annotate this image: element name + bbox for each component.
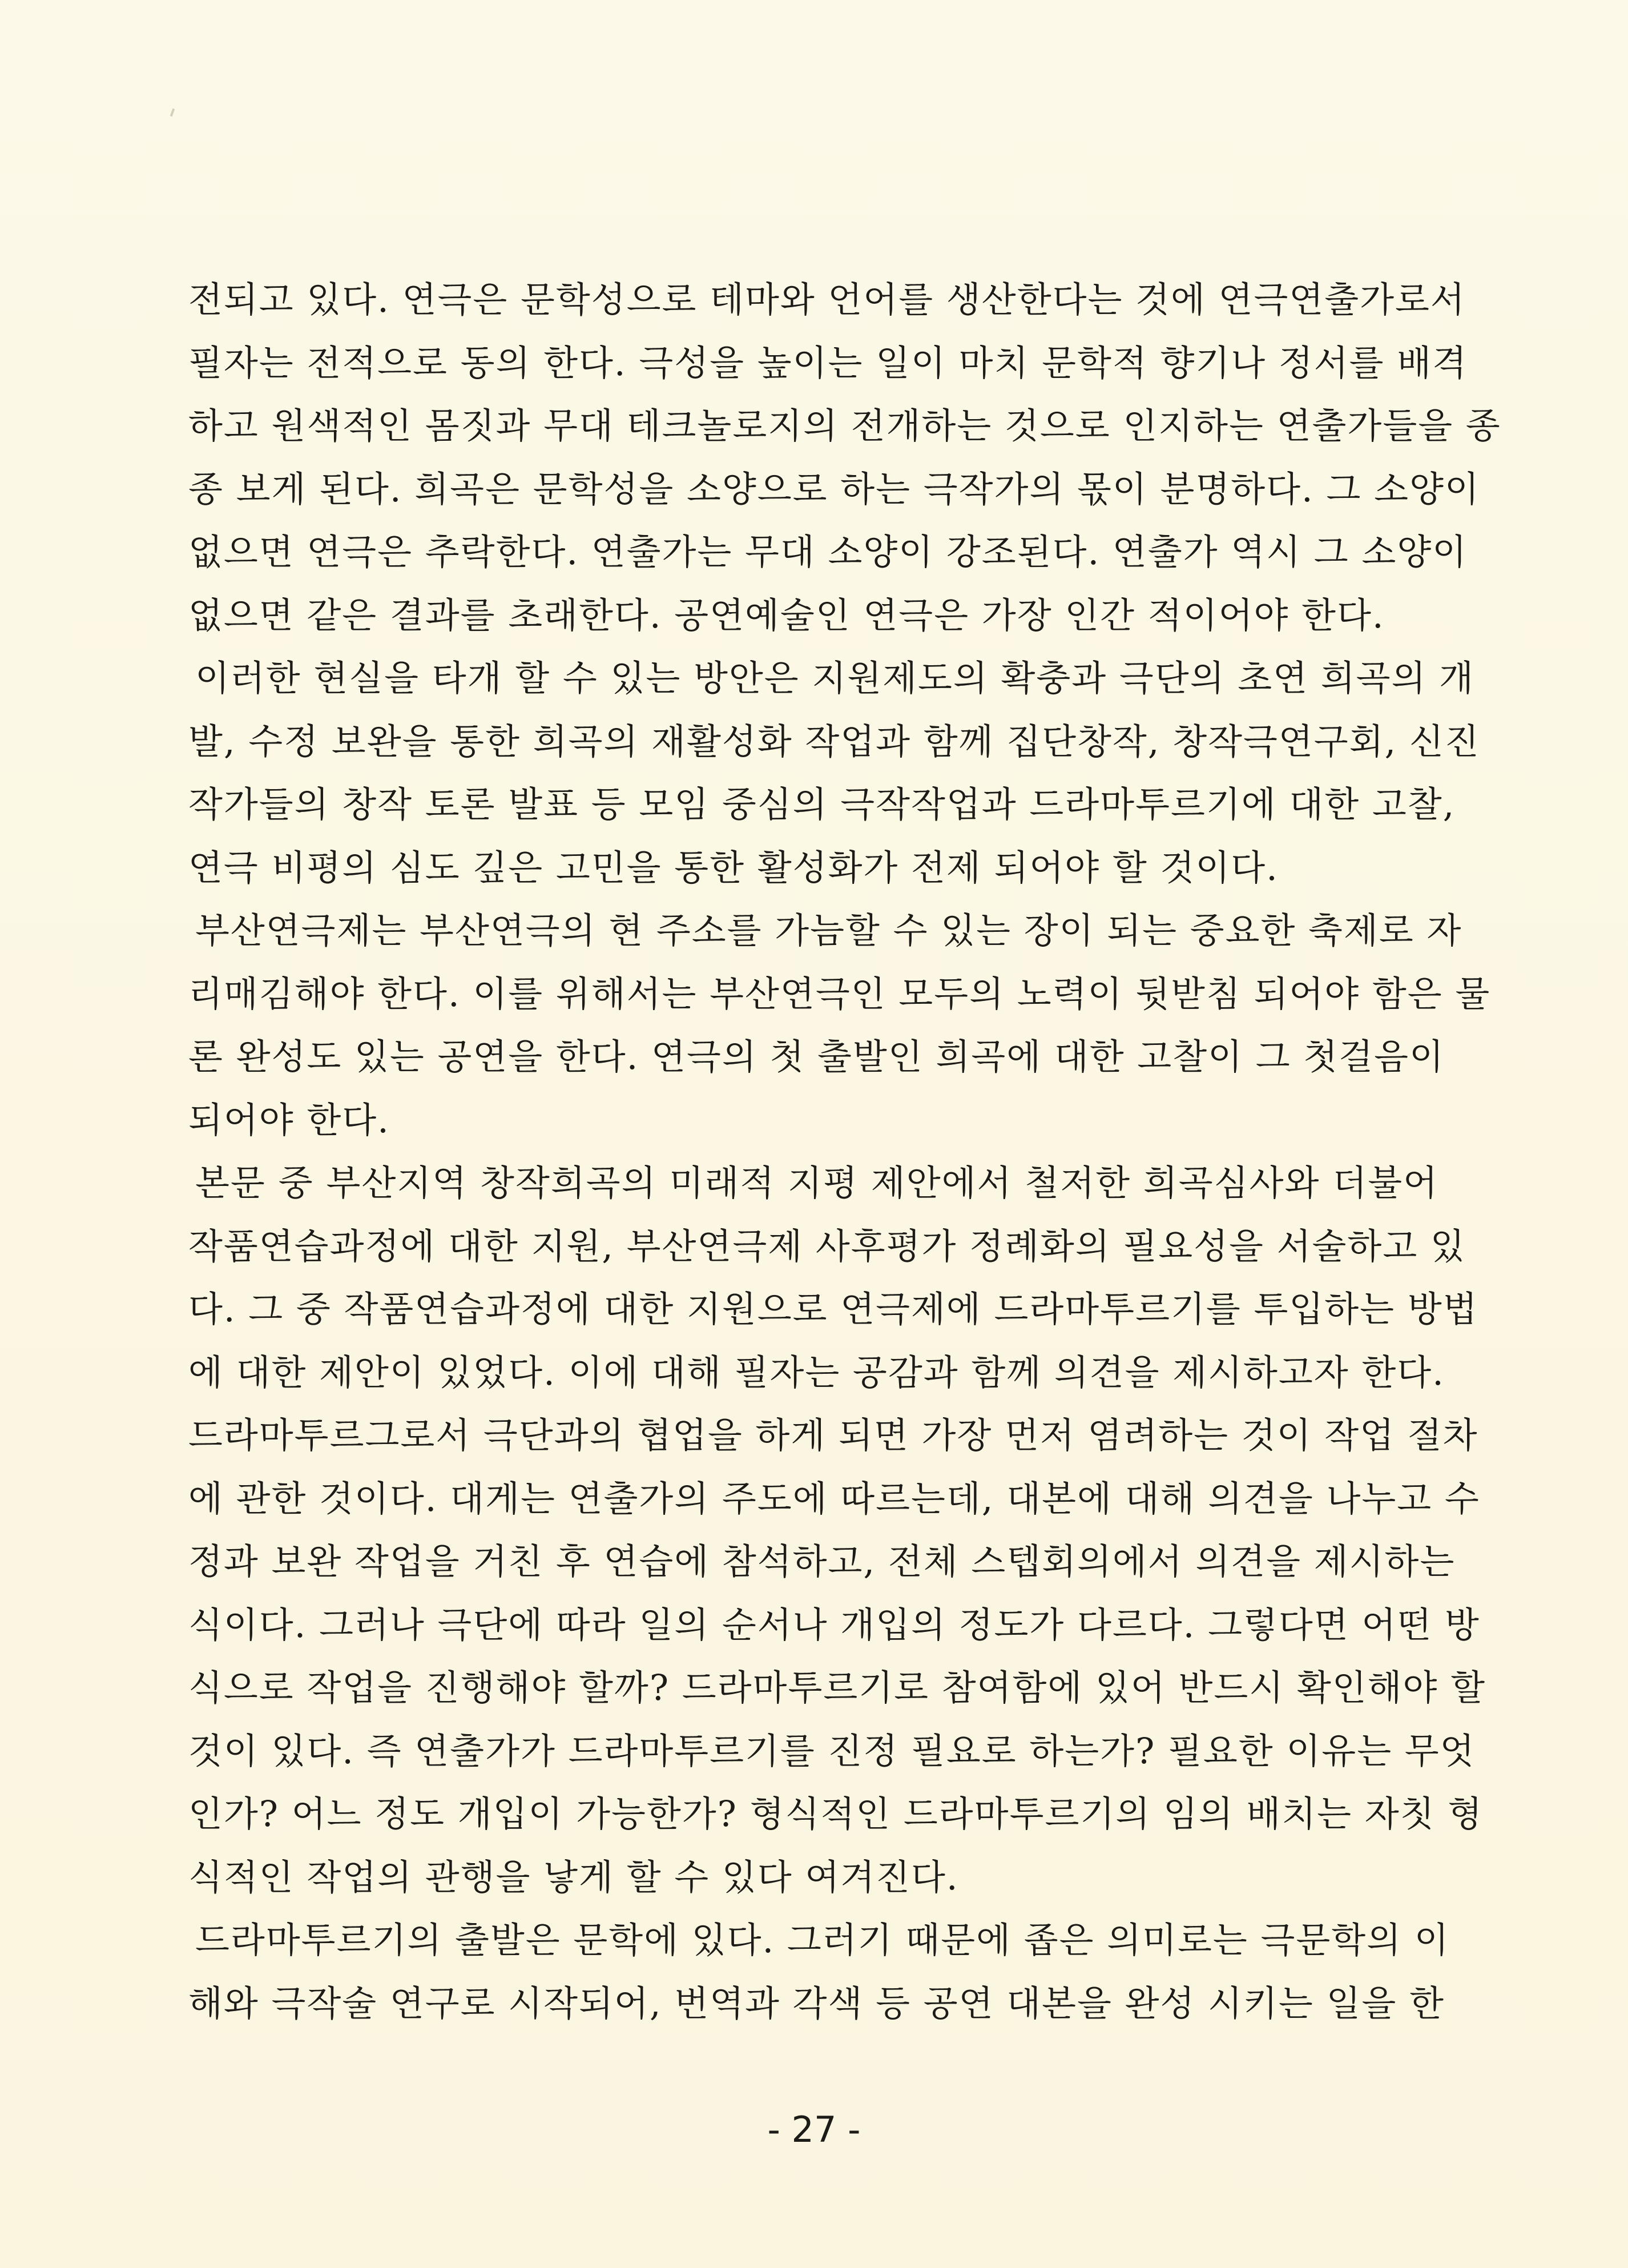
text-line: 본문 중 부산지역 창작희곡의 미래적 지평 제안에서 철저한 희곡심사와 더불어 xyxy=(195,1162,1438,1204)
text-line: 리매김해야 한다. 이를 위해서는 부산연극인 모두의 노력이 뒷받침 되어야 함은 물 xyxy=(188,972,1491,1015)
text-line: 작품연습과정에 대한 지원, 부산연극제 사후평가 정례화의 필요성을 서술하고 있 xyxy=(188,1225,1466,1267)
text-line: 론 완성도 있는 공연을 한다. 연극의 첫 출발인 희곡에 대한 고찰이 그 첫걸음이 xyxy=(188,1036,1445,1077)
text-line: 없으면 연극은 추락한다. 연출가는 무대 소양이 강조된다. 연출가 역시 그 소양이 xyxy=(188,531,1468,573)
text-line: 드라마투르그로서 극단과의 협업을 하게 되면 가장 먼저 염려하는 것이 작업 절차 xyxy=(188,1414,1478,1456)
text-line: 되어야 한다. xyxy=(188,1099,390,1141)
text-line: 필자는 전적으로 동의 한다. 극성을 높이는 일이 마치 문학적 향기나 정서를 배격 xyxy=(188,341,1468,384)
text-line: 이러한 현실을 타개 할 수 있는 방안은 지원제도의 확충과 극단의 초연 희곡의 개 xyxy=(195,657,1475,699)
text-line: 부산연극제는 부산연극의 현 주소를 가늠할 수 있는 장이 되는 중요한 축제로 자 xyxy=(195,910,1462,951)
text-line: 다. 그 중 작품연습과정에 대한 지원으로 연극제에 드라마투르기를 투입하는 방법 xyxy=(188,1288,1478,1330)
text-line: 식으로 작업을 진행해야 할까? 드라마투르기로 참여함에 있어 반드시 확인해야 할 xyxy=(188,1667,1486,1708)
text-line: 종 보게 된다. 희곡은 문학성을 소양으로 하는 극작가의 몫이 분명하다. 그 소양이 xyxy=(188,468,1480,510)
text-line: 없으면 같은 결과를 초래한다. 공연예술인 연극은 가장 인간 적이어야 한다. xyxy=(188,594,1385,636)
text-line: 발, 수정 보완을 통한 희곡의 재활성화 작업과 함께 집단창작, 창작극연구회, 신진 xyxy=(188,720,1480,762)
body-text xyxy=(188,268,1501,2035)
text-line: 하고 원색적인 몸짓과 무대 테크놀로지의 전개하는 것으로 인지하는 연출가들을 종 xyxy=(188,405,1501,447)
scan-speck xyxy=(170,108,175,117)
text-line: 해와 극작술 연구로 시작되어, 번역과 각색 등 공연 대본을 완성 시키는 일을 한 xyxy=(188,1982,1445,2024)
text-line: 작가들의 창작 토론 발표 등 모임 중심의 극작작업과 드라마투르기에 대한 고찰, xyxy=(188,783,1456,825)
text-line: 전되고 있다. 연극은 문학성으로 테마와 언어를 생산한다는 것에 연극연출가로서 xyxy=(188,279,1466,320)
text-line: 연극 비평의 심도 깊은 고민을 통한 활성화가 전제 되어야 할 것이다. xyxy=(188,846,1279,888)
page-number: - 27 - xyxy=(767,2109,861,2150)
text-line: 인가? 어느 정도 개입이 가능한가? 형식적인 드라마투르기의 임의 배치는 자칫 형 xyxy=(188,1793,1484,1835)
text-line: 식이다. 그러나 극단에 따라 일의 순서나 개입의 정도가 다르다. 그렇다면 어떤 방 xyxy=(188,1603,1480,1646)
text-line: 에 관한 것이다. 대게는 연출가의 주도에 따르는데, 대본에 대해 의견을 나누고 수 xyxy=(188,1477,1480,1519)
text-line: 것이 있다. 즉 연출가가 드라마투르기를 진정 필요로 하는가? 필요한 이유는 무엇 xyxy=(188,1730,1476,1772)
text-line: 에 대한 제안이 있었다. 이에 대해 필자는 공감과 함께 의견을 제시하고자 한다. xyxy=(188,1351,1445,1393)
text-line: 정과 보완 작업을 거친 후 연습에 참석하고, 전체 스텝회의에서 의견을 제시하는 xyxy=(188,1541,1456,1582)
text-line: 식적인 작업의 관행을 낳게 할 수 있다 여겨진다. xyxy=(188,1856,959,1898)
text-line: 드라마투르기의 출발은 문학에 있다. 그러기 때문에 좁은 의미로는 극문학의 이 xyxy=(195,1919,1450,1961)
